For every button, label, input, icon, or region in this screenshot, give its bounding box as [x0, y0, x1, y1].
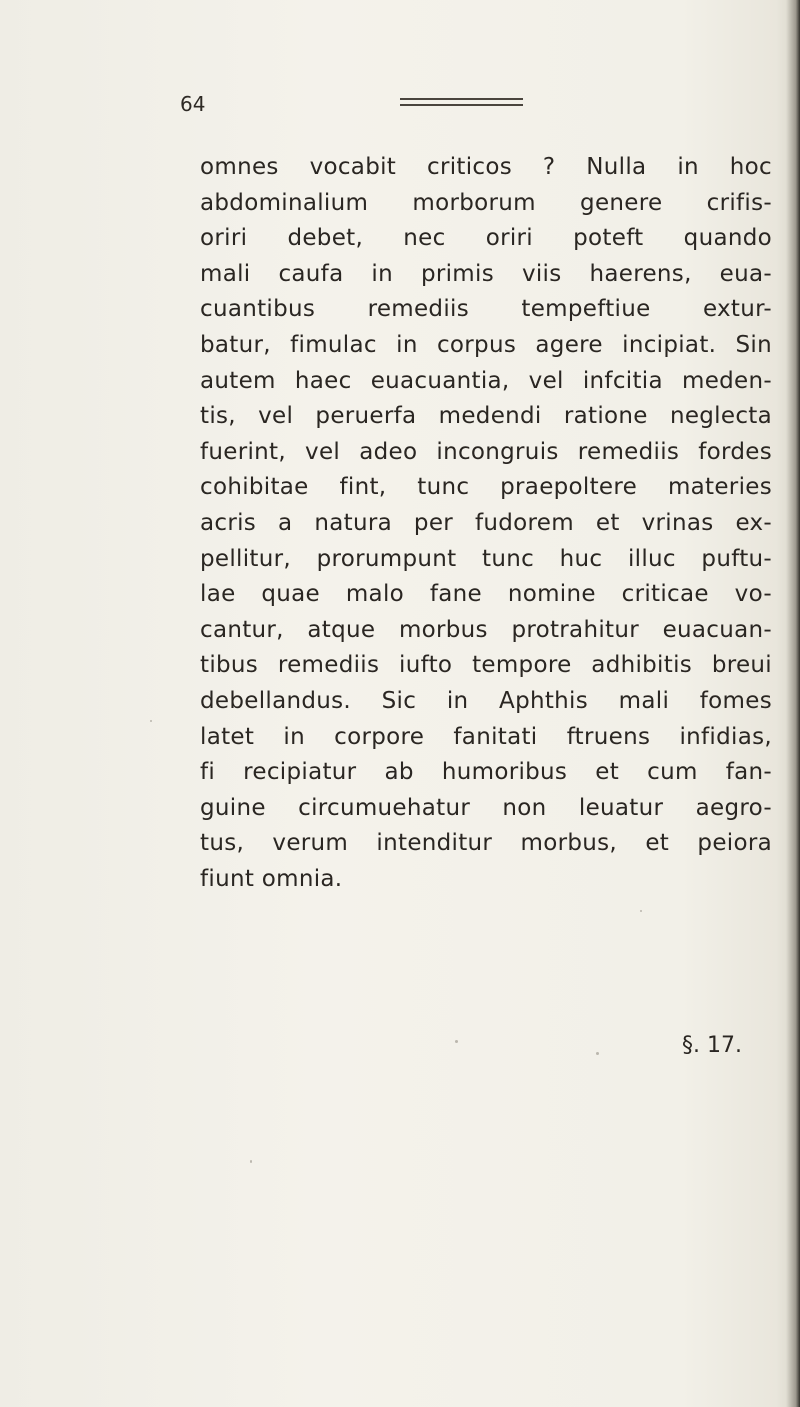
- text-line: tus, verum intenditur morbus, et peiora: [200, 830, 772, 857]
- text-line: abdominalium morborum genere crifis-: [200, 189, 772, 216]
- text-line: batur, fimulac in corpus agere incipiat. Sin: [200, 331, 772, 358]
- body-text: [200, 150, 772, 897]
- text-line: fiunt omnia.: [200, 865, 343, 892]
- catchword: §. 17.: [682, 1033, 742, 1058]
- text-line: autem haec euacuantia, vel infcitia meden-: [200, 367, 772, 394]
- text-line: pellitur, prorumpunt tunc huc illuc puftu-: [200, 545, 772, 572]
- page-edge-shadow: [786, 0, 800, 1407]
- text-line: omnes vocabit criticos ? Nulla in hoc: [200, 154, 772, 180]
- paper-speck: [455, 1040, 458, 1043]
- text-line: oriri debet, nec oriri poteft quando: [200, 225, 772, 252]
- paper-speck: [596, 1052, 599, 1055]
- paper-speck: [150, 720, 152, 722]
- text-line: tibus remediis iufto tempore adhibitis breui: [200, 652, 772, 679]
- header-rule-top: [400, 98, 523, 100]
- text-line: debellandus. Sic in Aphthis mali fomes: [200, 687, 772, 714]
- text-line: cantur, atque morbus protrahitur euacuan-: [200, 616, 772, 643]
- text-line: fi recipiatur ab humoribus et cum fan-: [200, 759, 772, 786]
- text-line: lae quae malo fane nomine criticae vo-: [200, 581, 772, 608]
- page-number: 64: [180, 92, 206, 116]
- text-line: tis, vel peruerfa medendi ratione neglecta: [200, 403, 772, 430]
- paper-speck: [250, 1160, 252, 1163]
- text-line: latet in corpore fanitati ftruens infidias,: [200, 723, 772, 750]
- text-line: acris a natura per fudorem et vrinas ex-: [200, 509, 772, 536]
- header-rule-bottom: [400, 104, 523, 106]
- text-line: cohibitae fint, tunc praepoltere materies: [200, 474, 772, 501]
- paper-speck: [640, 910, 642, 912]
- text-line: cuantibus remediis tempeftiue extur-: [200, 296, 772, 323]
- text-line: guine circumuehatur non leuatur aegro-: [200, 794, 772, 821]
- text-line: mali caufa in primis viis haerens, eua-: [200, 260, 772, 287]
- text-line: fuerint, vel adeo incongruis remediis fordes: [200, 438, 772, 465]
